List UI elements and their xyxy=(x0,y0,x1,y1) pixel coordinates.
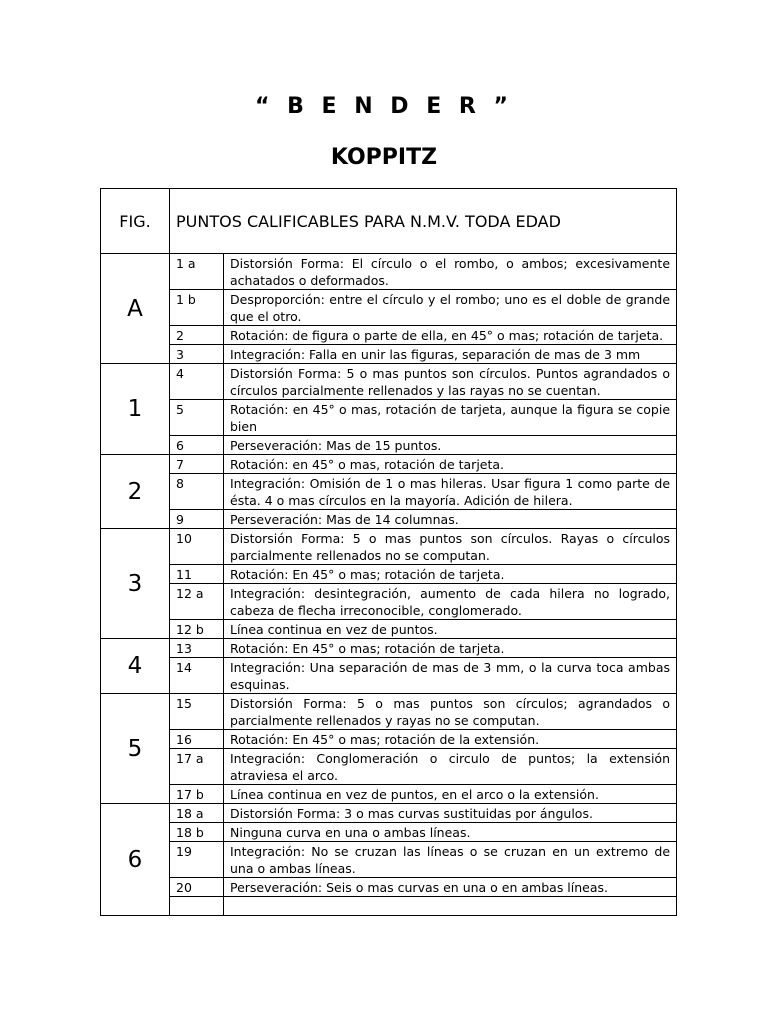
item-description-cell: Integración: Omisión de 1 o mas hileras. Usar figura 1 como parte de ésta. 4 o mas círculos en la mayoría. Adición de hilera. xyxy=(224,474,677,510)
item-number-cell: 15 xyxy=(170,694,224,730)
item-number-cell: 17 b xyxy=(170,785,224,804)
table-row xyxy=(101,584,677,620)
item-number-cell: 12 b xyxy=(170,620,224,639)
table-row xyxy=(101,749,677,785)
column-header-points: PUNTOS CALIFICABLES PARA N.M.V. TODA EDAD xyxy=(170,189,677,254)
table-row xyxy=(101,620,677,639)
table-row xyxy=(101,436,677,455)
item-description-cell: Desproporción: entre el círculo y el rombo; uno es el doble de grande que el otro. xyxy=(224,290,677,326)
table-row xyxy=(101,290,677,326)
item-number-cell: 13 xyxy=(170,639,224,658)
table-row xyxy=(101,804,677,823)
scoring-table-body xyxy=(101,189,677,916)
item-number-cell: 10 xyxy=(170,529,224,565)
table-row xyxy=(101,400,677,436)
item-description-cell: Distorsión Forma: 5 o mas puntos son círculos; agrandados o parcialmente rellenados y rayas no se computan. xyxy=(224,694,677,730)
scoring-table xyxy=(100,188,677,916)
item-description-cell: Perseveración: Mas de 15 puntos. xyxy=(224,436,677,455)
item-number-cell: 3 xyxy=(170,345,224,364)
table-row xyxy=(101,510,677,529)
item-description-cell: Integración: Falla en unir las figuras, separación de mas de 3 mm xyxy=(224,345,677,364)
item-number-cell: 16 xyxy=(170,730,224,749)
figure-label-cell: 1 xyxy=(101,364,170,455)
item-description-cell: Distorsión Forma: 5 o mas puntos son círculos. Rayas o círculos parcialmente rellenados no se computan. xyxy=(224,529,677,565)
item-number-cell: 9 xyxy=(170,510,224,529)
item-description-cell: Rotación: En 45° o mas; rotación de tarjeta. xyxy=(224,565,677,584)
table-row xyxy=(101,694,677,730)
item-description-cell: Integración: Una separación de mas de 3 mm, o la curva toca ambas esquinas. xyxy=(224,658,677,694)
table-row xyxy=(101,326,677,345)
item-number-cell: 14 xyxy=(170,658,224,694)
table-row xyxy=(101,529,677,565)
table-blank-row xyxy=(101,897,677,916)
figure-label-cell: 3 xyxy=(101,529,170,639)
item-description-cell: Rotación: en 45° o mas, rotación de tarjeta. xyxy=(224,455,677,474)
table-row xyxy=(101,565,677,584)
item-description-cell: Integración: Conglomeración o circulo de puntos; la extensión atraviesa el arco. xyxy=(224,749,677,785)
figure-label-cell: 4 xyxy=(101,639,170,694)
column-header-fig: FIG. xyxy=(101,189,170,254)
item-number-cell: 8 xyxy=(170,474,224,510)
table-row xyxy=(101,878,677,897)
document-title: “ B E N D E R ” xyxy=(255,94,513,119)
table-row xyxy=(101,842,677,878)
item-number-cell: 17 a xyxy=(170,749,224,785)
item-description-cell: Distorsión Forma: El círculo o el rombo, o ambos; excesivamente achatados o deformados. xyxy=(224,254,677,290)
item-description-cell: Perseveración: Mas de 14 columnas. xyxy=(224,510,677,529)
item-number-cell: 1 b xyxy=(170,290,224,326)
item-description-cell: Línea continua en vez de puntos. xyxy=(224,620,677,639)
item-description-cell: Integración: No se cruzan las líneas o se cruzan en un extremo de una o ambas líneas. xyxy=(224,842,677,878)
table-row xyxy=(101,823,677,842)
table-row xyxy=(101,730,677,749)
item-number-cell: 2 xyxy=(170,326,224,345)
item-number-cell: 1 a xyxy=(170,254,224,290)
item-number-cell: 20 xyxy=(170,878,224,897)
figure-label-cell: A xyxy=(101,254,170,364)
table-row xyxy=(101,345,677,364)
item-description-cell: Rotación: En 45° o mas; rotación de tarjeta. xyxy=(224,639,677,658)
item-description-cell: Perseveración: Seis o mas curvas en una o en ambas líneas. xyxy=(224,878,677,897)
figure-label-cell: 5 xyxy=(101,694,170,804)
item-description-cell: Rotación: en 45° o mas, rotación de tarjeta, aunque la figura se copie bien xyxy=(224,400,677,436)
item-number-cell: 12 a xyxy=(170,584,224,620)
item-description-cell: Rotación: de figura o parte de ella, en 45° o mas; rotación de tarjeta. xyxy=(224,326,677,345)
table-row xyxy=(101,474,677,510)
document-subtitle: KOPPITZ xyxy=(330,145,438,170)
item-number-cell: 6 xyxy=(170,436,224,455)
item-number-cell: 19 xyxy=(170,842,224,878)
item-number-cell: 18 a xyxy=(170,804,224,823)
item-description-cell: Ninguna curva en una o ambas líneas. xyxy=(224,823,677,842)
table-header-row xyxy=(101,189,677,254)
blank-cell xyxy=(224,897,677,916)
item-description-cell: Distorsión Forma: 3 o mas curvas sustituidas por ángulos. xyxy=(224,804,677,823)
item-number-cell: 11 xyxy=(170,565,224,584)
table-row xyxy=(101,658,677,694)
table-row xyxy=(101,639,677,658)
item-number-cell: 7 xyxy=(170,455,224,474)
item-description-cell: Rotación: En 45° o mas; rotación de la extensión. xyxy=(224,730,677,749)
figure-label-cell: 2 xyxy=(101,455,170,529)
item-number-cell: 4 xyxy=(170,364,224,400)
table-row xyxy=(101,455,677,474)
item-number-cell: 18 b xyxy=(170,823,224,842)
blank-cell xyxy=(170,897,224,916)
item-description-cell: Línea continua en vez de puntos, en el arco o la extensión. xyxy=(224,785,677,804)
item-number-cell: 5 xyxy=(170,400,224,436)
item-description-cell: Integración: desintegración, aumento de cada hilera no logrado, cabeza de flecha irreconocible, conglomerado. xyxy=(224,584,677,620)
table-row xyxy=(101,364,677,400)
item-description-cell: Distorsión Forma: 5 o mas puntos son círculos. Puntos agrandados o círculos parcialmente rellenados y las rayas no se cuentan. xyxy=(224,364,677,400)
table-row xyxy=(101,254,677,290)
table-row xyxy=(101,785,677,804)
figure-label-cell: 6 xyxy=(101,804,170,916)
